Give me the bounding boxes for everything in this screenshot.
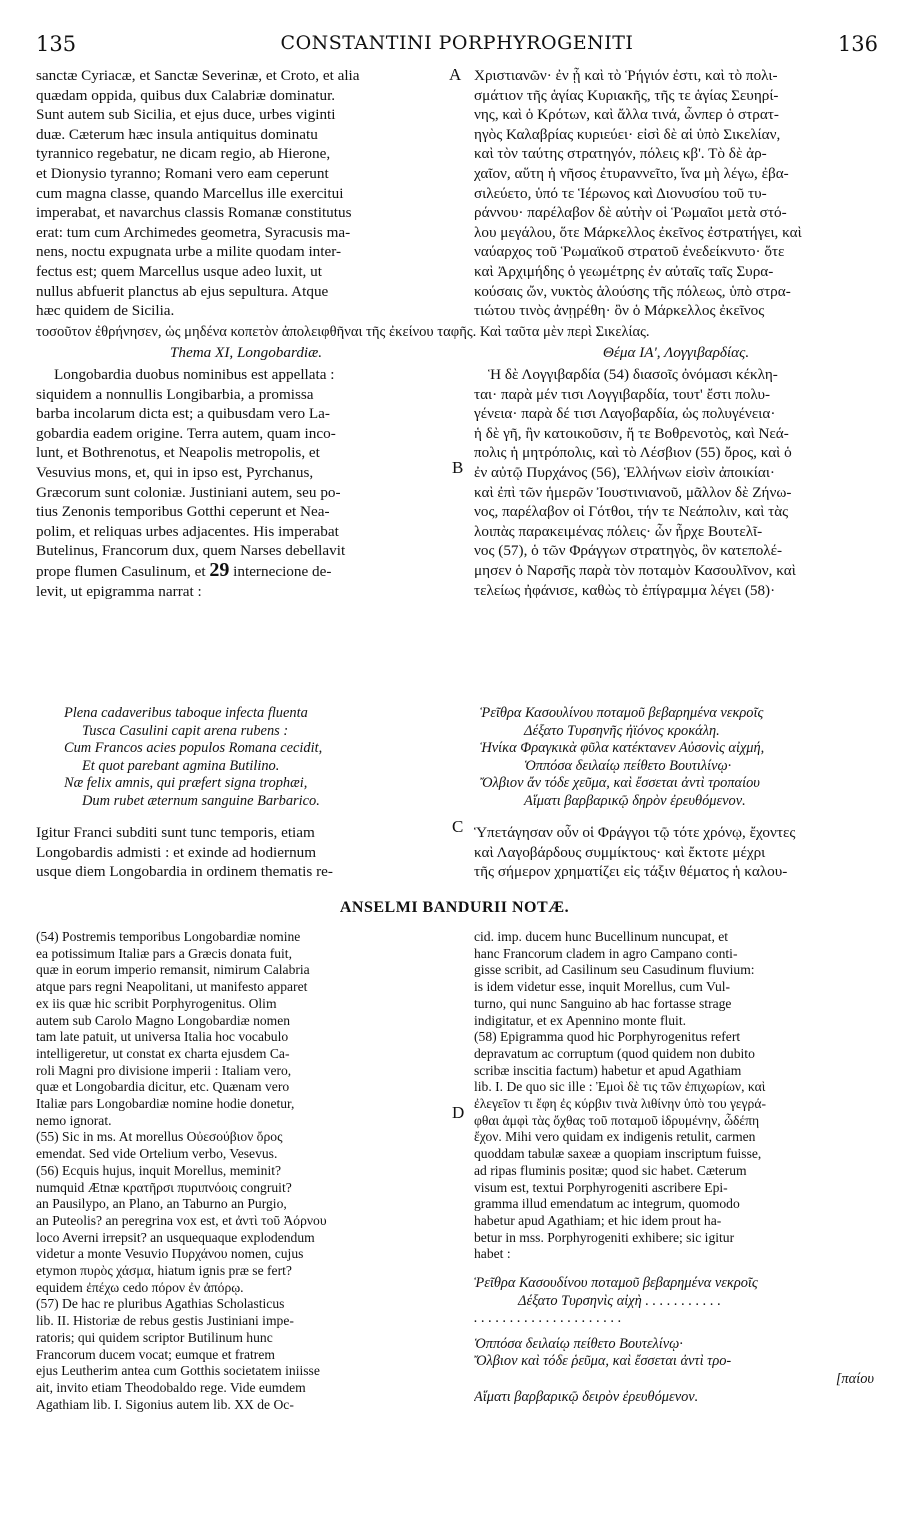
epigram-line: Tusca Casulini capit arena rubens : [82,722,289,739]
note-line: ejus Leutherim antea cum Gotthis societatem iniisse [36,1363,320,1379]
note-line: etymon πυρὸς χάσμα, hiatum ignis præ se fert? [36,1263,292,1279]
latin-line: Græcorum sunt coloniæ. Justiniani autem, seu po- [36,483,341,501]
page-header [36,32,878,58]
greek-line: νος, παρέλαβον οἱ Γότθοι, τήν τε Νεάπολιν, καὶ τὰς [474,503,789,521]
notes-epigram-line: [παίου [835,1371,874,1388]
greek-line: καὶ Λαγοβάρδους συμμίκτους· καὶ ἔκτοτε μέχρι [474,843,766,861]
note-line: emendat. Sed vide Ortelium verbo, Vesevus. [36,1146,278,1162]
greek-full-line: τοσοῦτον ἐθρήνησεν, ὡς μηδένα κοπετὸν ἀπολειφθῆναι τῆς ἐκείνου ταφῆς. Καὶ ταῦτα μὲν περὶ Σικελίας. [36,324,650,340]
note-line: visum est, textui Porphyrogeniti ascribere Epi- [474,1179,728,1195]
greek-line: ἡ δὲ γῆ, ἣν κατοικοῦσιν, ἥ τε Βοθρενοτὸς, καὶ Νεά- [474,424,789,442]
note-line: ex iis quæ hic scribit Porphyrogenitus. Olim [36,995,277,1011]
note-line: (55) Sic in ms. At morellus Οὐεσούβιον ὄρος [36,1129,283,1145]
greek-column-middle [474,365,878,600]
column-number: 29 [209,560,230,581]
note-line: autem sub Carolo Magno Longobardiæ nomen [36,1012,291,1028]
note-line: Agathiam lib. I. Sigonius autem lib. XX de Oc- [36,1396,294,1412]
greek-line: ται· παρὰ μέν τισι Λογγιβαρδία, τουτ' ἔστι πολυ- [474,385,771,403]
note-line: an Puteolis? an peregrina vox est, et ἀντὶ τοῦ Ἀόρνου [36,1212,327,1228]
greek-line: Ὑπετάγησαν οὖν οἱ Φράγγοι τῷ τότε χρόνῳ, ἔχοντες [474,824,796,841]
greek-line: καὶ Ἀρχιμήδης ὁ γεωμέτρης ἐν αὐταῖς ταῖς Συρα- [474,262,774,280]
note-line: atque pars regni Neapolitani, ut manifesto apparet [36,979,308,995]
note-line: (56) Ecquis hujus, inquit Morellus, meminit? [36,1162,282,1178]
latin-line: lunt, et Bothrenotus, et Neapolis metropolis, et [36,444,320,462]
greek-line: καὶ ἐπὶ τῶν ἡμερῶν Ἰουστινιανοῦ, μᾶλλον δὲ Ζήνω- [474,483,792,501]
note-line: intelligeretur, ut constat ex charta ejusdem Ca- [36,1045,290,1061]
latin-line: hæc quidem de Sicilia. [36,302,175,320]
epigram-line: Et quot parebant agmina Butilino. [82,757,280,774]
note-line: equidem ἐπέχω cedo πόρον ἐν ἀπόρῳ. [36,1279,244,1295]
greek-line: κούσαις ὤν, νυκτὸς ἁλούσης τῆς πόλεως, ὑπὸ στρα- [474,282,791,300]
epigram-line: Næ felix amnis, qui præfert signa trophæi, [64,775,308,792]
epigram-line: Ὄλβιον ἄν τόδε χεῦμα, καὶ ἔσσεται ἀντὶ τροπαίου [480,775,760,792]
note-line: lib. II. Historiæ de rebus gestis Justiniani impe- [36,1313,294,1329]
note-line: ad ripas fluminis positæ; quod sic habet. Cæterum [474,1162,747,1178]
margin-marker-c: C [452,817,464,836]
greek-column-top [474,66,878,321]
greek-line: τιώτου τινὸς ἀνῃρέθη· ὃν ὁ Μάρκελλος ἐκεῖνος [474,302,765,320]
epigram-line: Ὁππόσα δειλαίῳ πείθετο Βουτιλίνῳ· [524,757,732,774]
note-line: (58) Epigramma quod hic Porphyrogenitus refert [474,1029,741,1045]
note-line: nemo ignorat. [36,1112,112,1128]
greek-line: πολις ἡ μητρόπολις, καὶ τὸ Λέσβιον (55) ὄρος, καὶ ὁ [474,444,792,462]
note-line: φθαι ἀμφὶ τὰς ὄχθας τοῦ ποταμοῦ ἱδρυμένην, ὧδέπη [474,1112,760,1128]
notes-column-left [36,929,456,1413]
latin-line: sanctæ Cyriacæ, et Sanctæ Severinæ, et Croto, et alia [36,67,360,84]
latin-line: gobardia eadem origine. Terra autem, quam inco- [36,424,336,442]
epigram-greek [474,705,878,811]
greek-line: νης, καὶ ὁ Κρότων, καὶ ἄλλα τινά, ὧνπερ ὁ στρατ- [474,106,779,124]
latin-line: erat: tum cum Archimedes geometra, Syracusis ma- [36,223,351,241]
epigram-line: Ἡνίκα Φραγκικὰ φῦλα κατέκτανεν Αὐσονὶς αἰχμή, [480,740,765,757]
note-line: ait, invito etiam Theodobaldo rege. Vide eumdem [36,1379,306,1395]
latin-line: cum magna classe, quando Marcellus ille exercitui [36,184,344,202]
notes-column-right [474,929,878,1406]
page-number-left: 135 [36,32,77,56]
greek-line: ράννου· παρέλαβον δὲ αὐτὴν οἱ Ῥωμαῖοι μετὰ στό- [474,204,787,222]
note-line: lib. I. De quo sic ille : Ἐμοὶ δὲ τις τῶν ἐπιχωρίων, καὶ [474,1079,766,1095]
note-line: loco Averni irrepsit? an usquequaque explodendum [36,1229,315,1245]
latin-line: siquidem a nonnullis Longibarbia, a promissa [36,385,314,403]
note-line: quæ et Longobardia dicitur, etc. Quænam vero [36,1079,290,1095]
note-line: scribæ inscitia factum) habetur et apud Agathiam [474,1062,742,1078]
note-line: is idem videtur esse, inquit Morellus, cum Vul- [474,979,731,995]
greek-line: ηγὸς Καλαβρίας κυριεύει· εἰσὶ δὲ αἱ ὑπὸ Σικελίαν, [474,125,781,143]
latin-line: Longobardia duobus nominibus est appellata : [54,366,335,383]
latin-line: tius Zenonis temporibus Gotthi ceperunt et Nea- [36,503,330,521]
note-line: (54) Postremis temporibus Longobardiæ nomine [36,929,301,944]
note-line: (57) De hac re pluribus Agathias Scholasticus [36,1296,285,1312]
latin-column-bottom [36,823,456,882]
note-line: Italiæ pars Longobardiæ nomine hodie donetur, [36,1096,295,1112]
note-line: ratoris; qui quidem scriptor Butilinum hunc [36,1329,273,1345]
note-line: betur in mss. Porphyrogeniti exhibere; sic igitur [474,1229,735,1245]
note-line: roli Magni pro divisione imperii : Italiam vero, [36,1062,292,1078]
note-line: cid. imp. ducem hunc Bucellinum nuncupat, et [474,929,729,944]
latin-line: fectus est; quem Marcellus usque adeo luxit, ut [36,262,322,280]
latin-column-top [36,66,456,321]
note-line: habet : [474,1246,511,1262]
latin-line: Longobardis admisti : et exinde ad hodiernum [36,843,317,861]
latin-line: nullus abfuerit planctus ab ejus sepultura. Atque [36,282,329,300]
note-line: videtur a monte Vesuvio Πυρχάνου nomen, cujus [36,1246,304,1262]
margin-marker-b: B [452,458,464,477]
latin-line: levit, ut epigramma narrat : [36,582,202,600]
epigram-line: Δέξατο Τυρσηνῆς ἠϊόνος κροκάλη. [524,722,720,739]
greek-line: ναύαρχος τοῦ Ῥωμαϊκοῦ στρατοῦ ἐνεδείκνυτο· ὅτε [474,243,785,261]
note-line: quæ in eorum imperio remansit, nimirum Calabria [36,962,310,978]
thema-heading-latin: Thema XI, Longobardiæ. [169,344,323,361]
greek-line: καὶ τὸν ταύτης στρατηγόν, πόλεις κβ'. Τὸ δὲ ἀρ- [474,145,767,163]
notes-epigram-line: Ὄλβιον καὶ τόδε ῥεῦμα, καὶ ἔσσεται ἀντὶ τρο- [474,1353,732,1370]
greek-line: σμάτιον τῆς ἁγίας Κυριακῆς, τῆς τε ἁγίας Σευηρί- [474,86,779,104]
notes-epigram-line: Ῥεῖθρα Κασουδίνου ποταμοῦ βεβαρημένα νεκροῖς [474,1275,758,1292]
latin-line: tyrannico regebatur, ne dicam regio, ab Hierone, [36,145,331,163]
running-title: CONSTANTINI PORPHYROGENITI [280,32,634,54]
epigram-line: Αἵματι βαρβαρικῷ δηρὸν ἐρευθόμενον. [524,792,746,809]
greek-column-bottom [474,823,878,882]
latin-line: Igitur Franci subditi sunt tunc temporis, etiam [36,824,315,841]
greek-line: γένεια· παρὰ δέ τισι Λαγοβαρδία, ὡς πολυγένεια· [474,405,776,423]
greek-line: τελείως ἠφάνισε, καθὼς τὸ ἐπίγραμμα λέγει (58)· [474,581,776,599]
note-line: ἐλεγεῖον τι ἔφη ἐς κύρβιν τινὰ λιθίνην ὑπὸ του γεγρά- [474,1096,766,1112]
greek-line: λου μεγάλου, ὅτε Μάρκελλος ἐκεῖνος ἐστρατήγει, καὶ [474,223,802,241]
page-number-right: 136 [837,32,878,56]
greek-line: Ἡ δὲ Λογγιβαρδία (54) διασοῖς ὀνόμασι κέκλη- [488,366,778,383]
epigram-line: Ῥεῖθρα Κασουλίνου ποταμοῦ βεβαρημένα νεκροῖς [480,705,764,721]
latin-line: Vesuvius mons, et, qui in ipso est, Pyrchanus, [36,463,314,481]
latin-line: imperabat, et navarchus classis Romanæ constitutus [36,204,352,222]
note-line: indigitatur, et ex Apennino monte fluit. [474,1012,687,1028]
greek-line: νος (57), ὁ τῶν Φράγγων στρατηγὸς, ὃν κατεπολέ- [474,542,783,560]
epigram-line: Dum rubet æternum sanguine Barbarico. [82,792,320,809]
epigram-line: Cum Francos acies populos Romana cecidit, [64,740,323,757]
notes-epigram-line: Αἵματι βαρβαρικῷ δειρὸν ἐρευθόμενον. [474,1388,699,1405]
latin-line: usque diem Longobardia in ordinem thematis re- [36,863,333,881]
greek-line: ἐν αὐτῷ Πυρχάνος (56), Ἑλλήνων εἰσὶν ἀποικίαι· [474,463,775,481]
latin-line: polim, et reliquas urbes adjacentes. His imperabat [36,522,339,540]
notes-title: ANSELMI BANDURII NOTÆ. [339,899,570,916]
latin-line-with-column-number [36,561,456,582]
note-line: gramma illud emendatum ac integrum, quomodo [474,1196,740,1212]
latin-line: duæ. Cæterum hæc insula antiquitus dominatu [36,125,318,143]
thema-heading-greek: Θέμα ΙΑ', Λογγιβαρδίας. [602,344,750,361]
latin-column-middle [36,365,456,601]
notes-epigram-line: Δέξατο Τυρσηνὶς αἰχὴ . . . . . . . . . . . [518,1292,721,1309]
greek-line: τῆς σήμερον χρηματίζει εἰς τάξιν θέματος ἡ καλου- [474,863,788,881]
latin-line: Butelinus, Francorum dux, quem Narses debellavit [36,542,346,560]
note-line: gisse scribit, ad Casilinum seu Casudinum fluvium: [474,962,755,978]
latin-line: quædam oppida, quibus dux Calabriæ dominatur. [36,86,336,104]
note-line: numquid Ætnæ κρατῆρσι πυριπνόοις congruit? [36,1179,292,1195]
greek-line: σιλεύετο, ὑπό τε Ἱέρωνος καὶ Διονυσίου τοῦ τυ- [474,184,767,202]
latin-line-end: internecione de- [233,562,332,580]
note-line: Francorum ducem vocat; eumque et fratrem [36,1346,275,1362]
greek-line: χαῖον, αὕτη ἡ νῆσος ἐτυραννεῖτο, ἵνα μὴ λέγω, ἐβα- [474,164,789,182]
greek-line: Χριστιανῶν· ἐν ᾗ καὶ τὸ Ῥήγιόν ἐστι, καὶ τὸ πολι- [474,67,778,84]
notes-epigram-line: . . . . . . . . . . . . . . . . . . . . . [474,1310,622,1327]
epigram-latin [36,705,456,811]
note-line: an Pausilypo, an Plano, an Taburno an Purgio, [36,1196,287,1212]
latin-line: et Dionysio tyranno; Romani vero eam ceperunt [36,164,329,182]
note-line: depravatum ac corruptum (quod quidem non dubito [474,1045,755,1061]
note-line: ea potissimum Italiæ pars a Græcis donata fuit, [36,945,292,961]
note-line: ἔχον. Mihi vero quidam ex indigenis retulit, carmen [474,1129,756,1145]
note-line: tam late patuit, ut universa Italia hoc vocabulo [36,1029,289,1045]
greek-line: λοιπὰς παρακειμένας πόλεις· ὧν ἦρχε Βουτελῖ- [474,522,763,540]
epigram-line: Plena cadaveribus taboque infecta fluenta [64,705,308,721]
latin-line-start: prope flumen Casulinum, et [36,562,206,580]
latin-line: nens, noctu expugnata urbe a milite quodam inter- [36,243,342,261]
greek-line: μησεν ὁ Ναρσῆς παρὰ τὸν ποταμὸν Κασουλῖνον, καὶ [474,561,796,579]
notes-epigram-line: Ὁππόσα δειλαίῳ πείθετο Βουτελίνῳ· [474,1335,683,1352]
note-line: turno, qui nunc Sanguino ab hac fortasse strage [474,995,732,1011]
margin-marker-a: A [449,65,462,84]
note-line: habetur apud Agathiam; et hic idem prout ha- [474,1212,722,1228]
margin-marker-d: D [452,1103,465,1122]
note-line: hanc Francorum cladem in agro Campano conti- [474,945,738,961]
latin-line: Sunt autem sub Sicilia, et ejus duce, urbes viginti [36,106,336,124]
latin-line: barba incolarum dicta est; a quibusdam vero La- [36,405,330,423]
note-line: quoddam tabulæ saxeæ a quopiam inscriptum fuisse, [474,1146,762,1162]
